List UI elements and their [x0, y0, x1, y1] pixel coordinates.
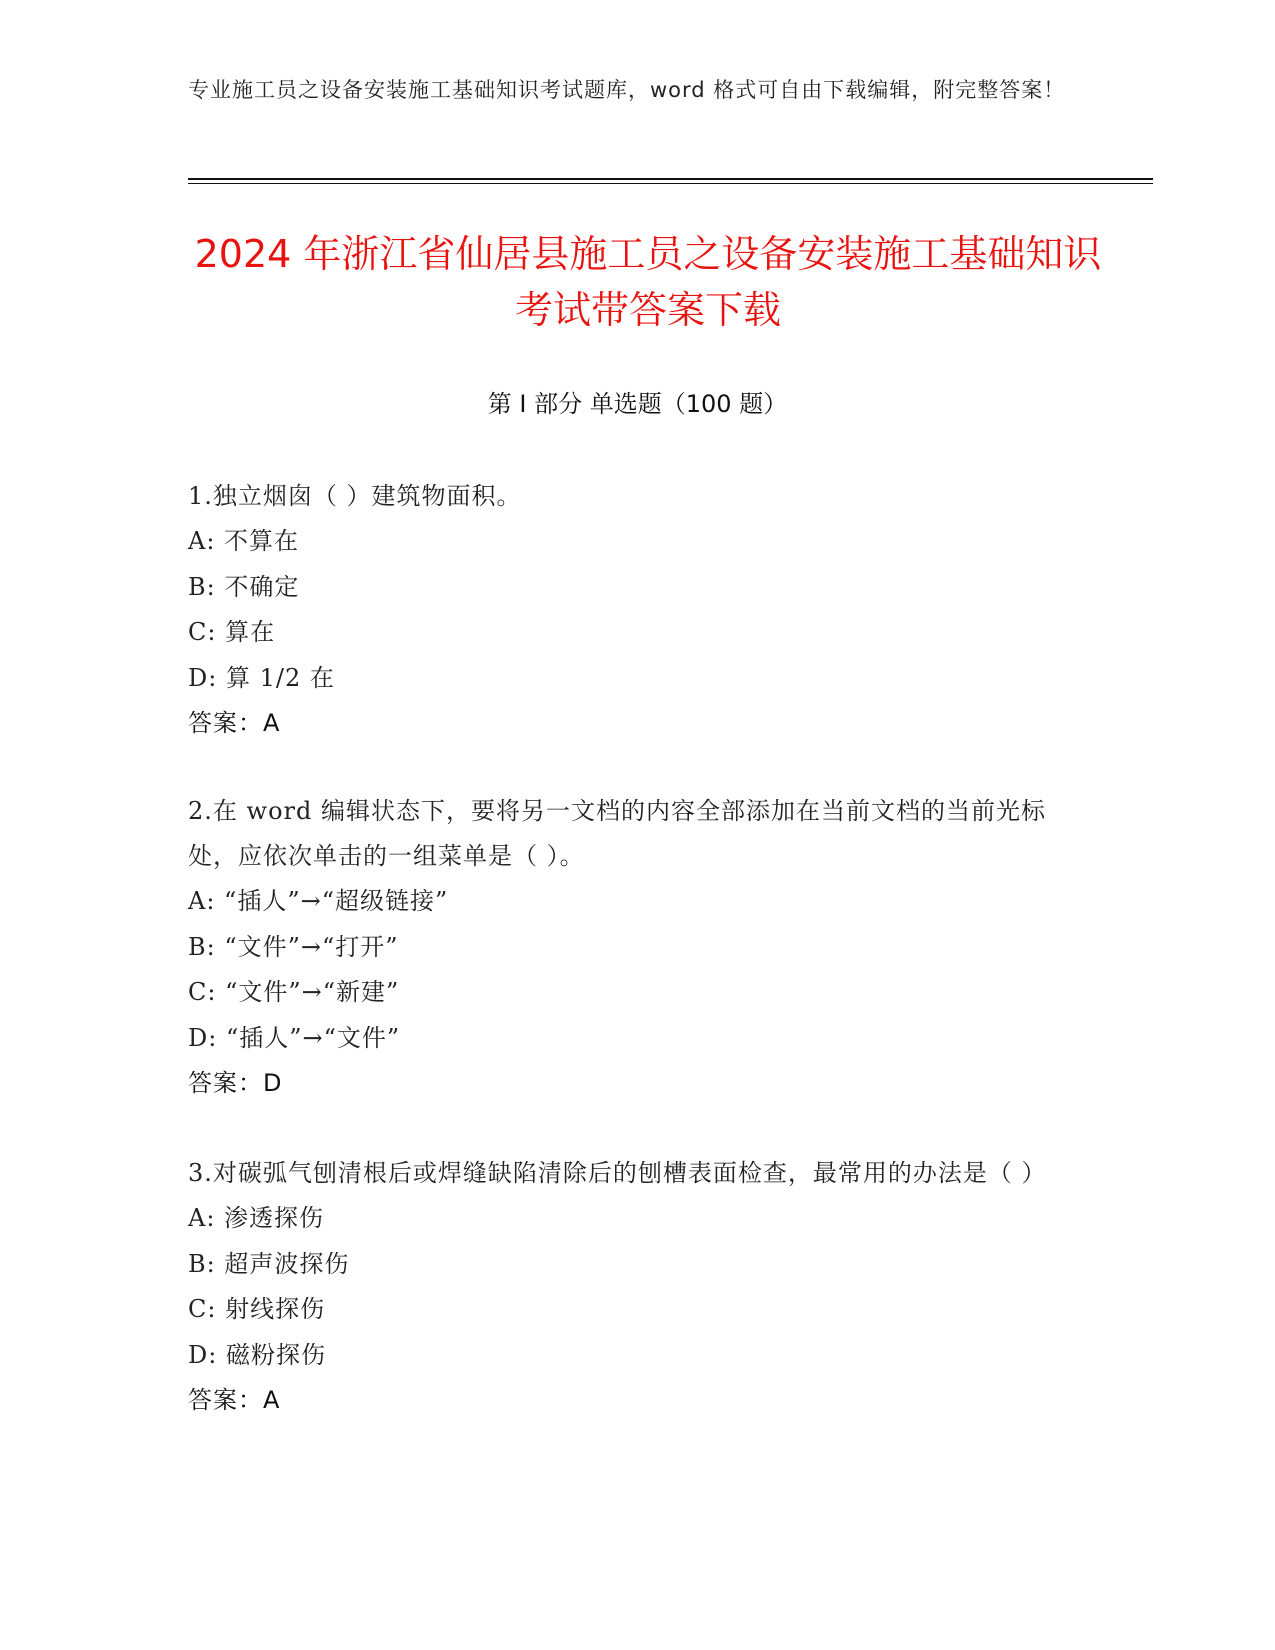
question-1 — [188, 474, 1068, 746]
question-2 — [188, 789, 1068, 1106]
option-b: B: 超声波探伤 — [188, 1249, 350, 1278]
option-d: D: 算 1/2 在 — [188, 663, 335, 692]
question-stem: 3.对碳弧气刨清根后或焊缝缺陷清除后的刨槽表面检查，最常用的办法是（ ） — [188, 1159, 1047, 1187]
question-stem: 2.在 word 编辑状态下，要将另一文档的内容全部添加在当前文档的当前光标处，应依次单击的一组菜单是（ ）。 — [188, 797, 1046, 870]
option-b: B: “文件”→“打开” — [188, 932, 399, 961]
option-c: C: “文件”→“新建” — [188, 978, 400, 1006]
header-divider-thick — [188, 178, 1153, 180]
option-b: B: 不确定 — [188, 572, 300, 601]
document-title: 2024 年浙江省仙居县施工员之设备安装施工基础知识考试带答案下载 — [194, 232, 1102, 332]
option-d: D: “插人”→“文件” — [188, 1023, 401, 1052]
option-c: C: 算在 — [188, 618, 276, 646]
answer-line: 答案：A — [188, 1386, 281, 1414]
option-a: A: 渗透探伤 — [188, 1204, 325, 1232]
option-c: C: 射线探伤 — [188, 1295, 326, 1323]
answer-line: 答案：D — [188, 1069, 283, 1097]
header-divider-thin — [188, 183, 1153, 184]
header-note: 专业施工员之设备安装施工基础知识考试题库，word 格式可自由下载编辑，附完整答案！ — [188, 78, 1066, 102]
section-heading: 第 I 部分 单选题（100 题） — [487, 390, 788, 418]
question-3 — [188, 1151, 1068, 1423]
answer-line: 答案：A — [188, 709, 281, 737]
option-a: A: “插人”→“超级链接” — [188, 887, 449, 915]
question-stem: 1.独立烟囱（ ）建筑物面积。 — [188, 482, 522, 510]
option-d: D: 磁粉探伤 — [188, 1340, 326, 1369]
option-a: A: 不算在 — [188, 527, 300, 555]
